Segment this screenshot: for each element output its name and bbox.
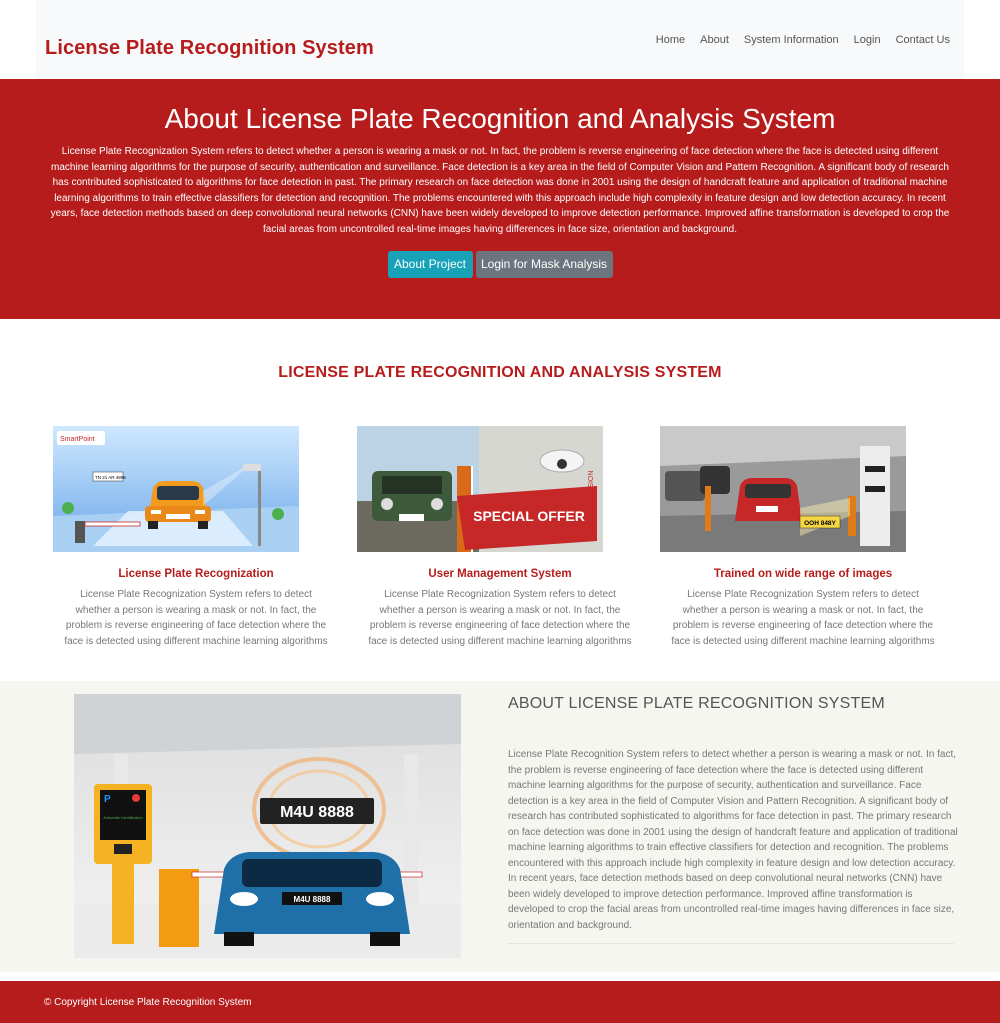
about-description: License Plate Recognition System refers to detect whether a person is wearing a mask or not. In fact, the problem is reverse engineering of face detection where the face is detected using different machine learning algorithms for the purpose of security, authentication and surveillance. Face detection is a key area in the field of Computer Vision and Pattern Recognition. A significant body of research has contributed sophisticated to algorithms for face detection in past. The primary research on face detection was done in 2001 using the design of handcraft feature and application of traditional machine learning algorithms to train effective classifiers for detection and recognition. The problems encountered with this approach include high complexity in feature design and low detection accuracy. In recent years, face detection methods based on deep convolutional neural networks (CNN) have been widely developed to improve detection performance. Improved affine transformation is developed to crop the facial areas from uncontrolled real-time images having differences in face size, orientation and background.	[508, 749, 958, 931]
feature-title: User Management System	[428, 568, 572, 580]
feature-description: License Plate Recognization System refers to detect whether a person is wearing a mask or not. In fact, the problem is reverse engineering of face detection where the face is detected using different machine learning algorithms	[671, 589, 935, 647]
hero-description: License Plate Recognization System refers to detect whether a person is wearing a mask or not. In fact, the problem is reverse engineering of face detection where the face is detected using different machine learning algorithms for the purpose of security, authentication and surveillance. Face detection is a key area in the field of Computer Vision and Pattern Recognition. A significant body of research has contributed sophisticated to algorithms for face detection in past. The primary research on face detection was done in 2001 using the design of handcraft feature and application of traditional machine learning algorithms to train effective classifiers for detection and recognition. The problems encountered with this approach include high complexity in feature design and low detection accuracy. In recent years, face detection methods based on deep convolutional neural networks (CNN) have been widely developed to improve detection performance. Improved affine transformation is developed to crop the facial areas from uncontrolled real-time images having differences in face size, orientation and background.	[50, 146, 950, 235]
svg-text:P: P	[104, 794, 111, 805]
about-section	[0, 681, 1000, 972]
svg-text:TN 21 AR 4896: TN 21 AR 4896	[95, 475, 126, 480]
feature-image-special-offer	[357, 426, 603, 552]
brand-logo-text[interactable]: License Plate Recognition System	[45, 37, 374, 59]
site-footer	[0, 981, 1000, 1023]
svg-text:SmartPoint: SmartPoint	[60, 436, 95, 443]
nav-system-information[interactable]: System Information	[743, 34, 839, 46]
feature-title: License Plate Recognization	[118, 568, 274, 580]
svg-text:OOH 848Y: OOH 848Y	[804, 520, 836, 527]
svg-text:SPECIAL OFFER: SPECIAL OFFER	[473, 508, 585, 524]
feature-card-user-management	[355, 426, 645, 649]
main-nav	[641, 34, 950, 46]
site-header	[36, 0, 964, 79]
feature-card-license-plate	[51, 426, 341, 649]
nav-login[interactable]: Login	[853, 34, 881, 46]
hero-title: About License Plate Recognition and Analysis System	[164, 103, 836, 134]
feature-title: Trained on wide range of images	[713, 568, 893, 580]
nav-about[interactable]: About	[700, 34, 729, 46]
svg-text:M4U 8888: M4U 8888	[280, 804, 354, 821]
hero-banner	[0, 79, 1000, 319]
features-title: LICENSE PLATE RECOGNITION AND ANALYSIS SYSTEM	[278, 364, 722, 381]
feature-description: License Plate Recognization System refers to detect whether a person is wearing a mask or not. In fact, the problem is reverse engineering of face detection where the face is detected using different machine learning algorithms	[368, 589, 632, 647]
svg-text:M4U 8888: M4U 8888	[293, 895, 331, 904]
feature-image-smart-parking	[53, 426, 299, 552]
about-divider	[508, 943, 954, 944]
about-project-button[interactable]: About Project	[388, 251, 473, 278]
feature-image-parking-garage	[660, 426, 906, 552]
nav-home[interactable]: Home	[655, 34, 686, 46]
copyright-text: © Copyright License Plate Recognition System	[44, 997, 252, 1008]
svg-text:Automatic Identification: Automatic Identification	[103, 816, 143, 820]
about-image-lpr-car	[74, 694, 461, 958]
about-title: ABOUT LICENSE PLATE RECOGNITION SYSTEM	[508, 695, 885, 712]
login-mask-analysis-button[interactable]: Login for Mask Analysis	[476, 251, 613, 278]
feature-description: License Plate Recognization System refers to detect whether a person is wearing a mask or not. In fact, the problem is reverse engineering of face detection where the face is detected using different machine learning algorithms	[64, 589, 328, 647]
feature-card-trained-images	[658, 426, 948, 649]
nav-contact-us[interactable]: Contact Us	[895, 34, 950, 46]
hero-buttons	[0, 251, 1000, 278]
